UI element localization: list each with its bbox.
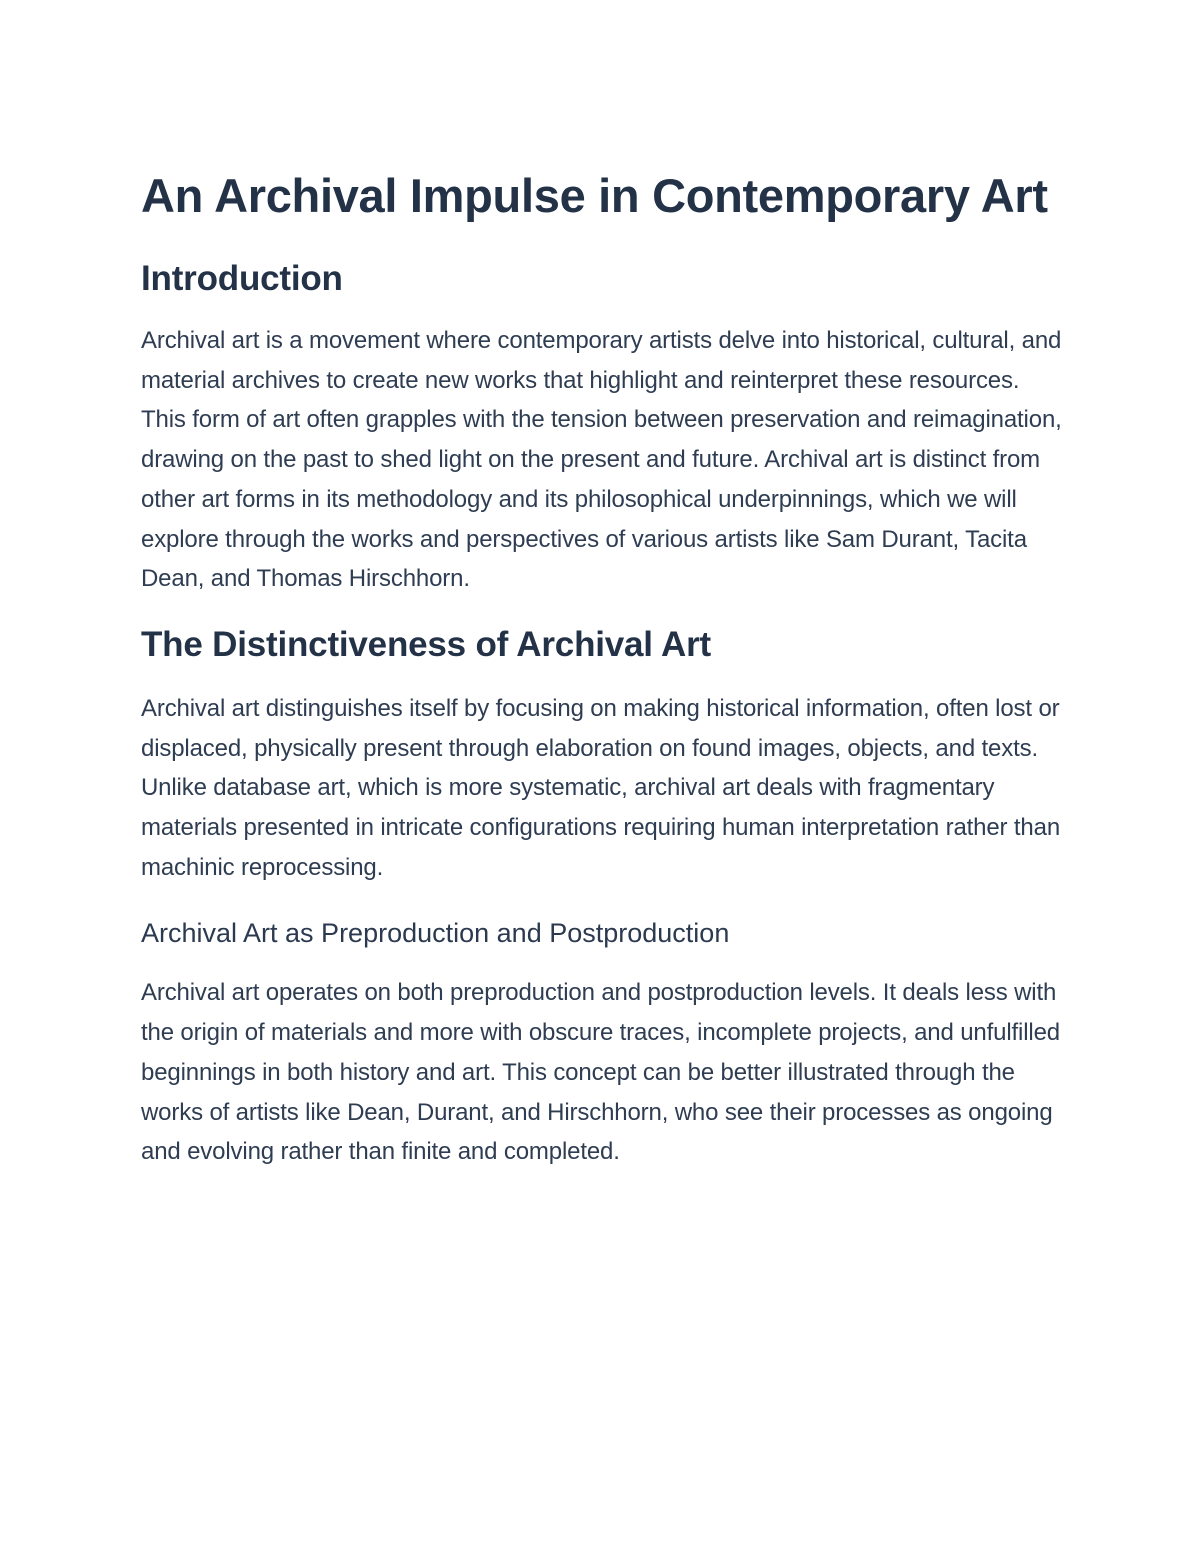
document-page <box>141 165 1066 1172</box>
document-title: An Archival Impulse in Contemporary Art <box>141 169 1048 222</box>
section-heading-distinctiveness: The Distinctiveness of Archival Art <box>141 624 712 664</box>
subsection-heading-preproduction-postproduction: Archival Art as Preproduction and Postproduction <box>141 918 730 949</box>
section-paragraph-distinctiveness: Archival art distinguishes itself by focusing on making historical information, often lost or displaced, physically present through elaboration on found images, objects, and texts. Unlike database art, which is more systematic, archival art deals with fragmentary materials presented in intricate configurations requiring human interpretation rather than machinic reprocessing. <box>141 694 1061 881</box>
section-paragraph-introduction: Archival art is a movement where contemporary artists delve into historical, cultural, and material archives to create new works that highlight and reinterpret these resources. This form of art often grapples with the tension between preservation and reimagination, drawing on the past to shed light on the present and future. Archival art is distinct from other art forms in its methodology and its philosophical underpinnings, which we will explore through the works and perspectives of various artists like Sam Durant, Tacita Dean, and Thomas Hirschhorn. <box>141 327 1062 593</box>
section-heading-introduction: Introduction <box>141 259 343 298</box>
subsection-paragraph-preproduction-postproduction: Archival art operates on both preproduction and postproduction levels. It deals less with the origin of materials and more with obscure traces, incomplete projects, and unfulfilled beginnings in both history and art. This concept can be better illustrated through the works of artists like Dean, Durant, and Hirschhorn, who see their processes as ongoing and evolving rather than finite and completed. <box>141 979 1060 1166</box>
